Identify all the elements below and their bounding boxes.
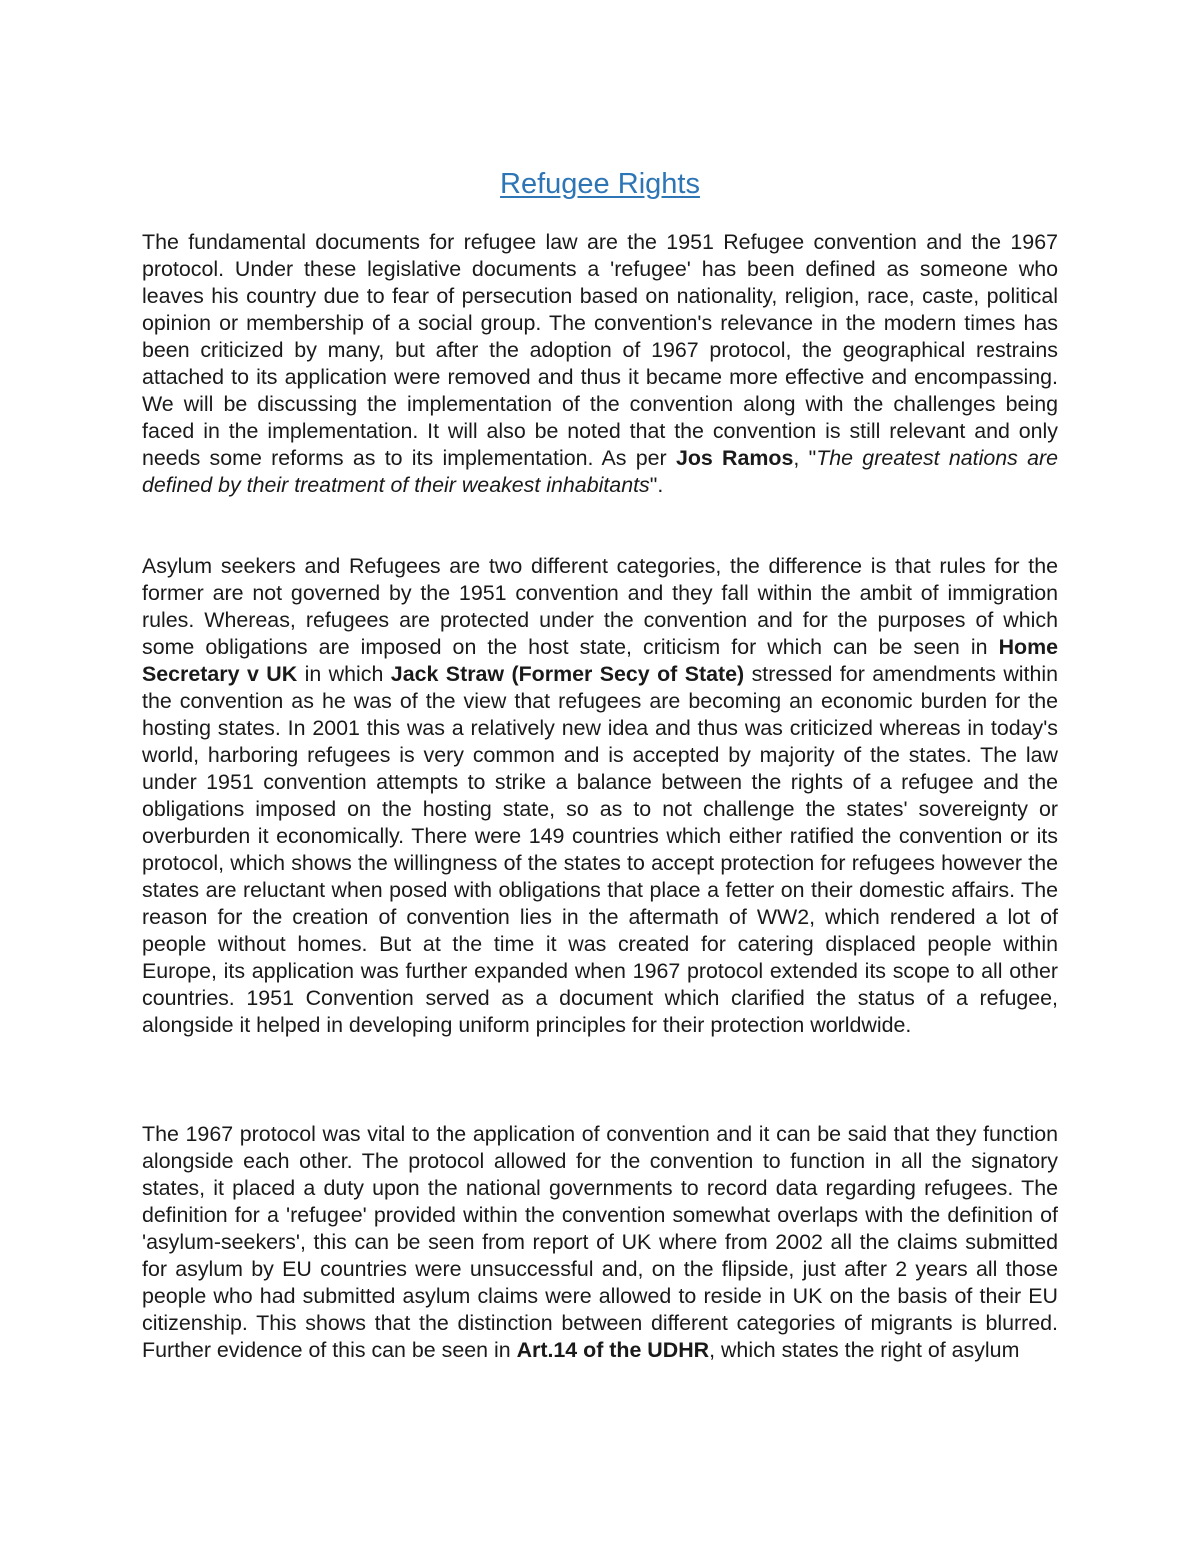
paragraph-text: , " xyxy=(793,446,817,470)
paragraph-text: in which xyxy=(297,662,391,686)
bold-name-jack-straw: Jack Straw (Former Secy of State) xyxy=(390,662,745,686)
paragraph-asylum-seekers xyxy=(142,553,1058,1039)
italic-quote: The greatest nations are defined by their treatment of their weakest inhabitants xyxy=(142,446,1059,497)
paragraph-text: Asylum seekers and Refugees are two different categories, the difference is that rules for the former are not governed by the 1951 convention and they fall within the ambit of immigration rules. Whereas, refugees are protected under the convention and for the purposes of which some obligations are imposed on the host state, criticism for which can be seen in xyxy=(142,554,1058,659)
paragraph-text: stressed for amendments within the convention as he was of the view that refugees are becoming an economic burden for the hosting states. In 2001 this was a relatively new idea and thus was criticized whereas in today's world, harboring refugees is very common and is accepted by majority of the states. The law under 1951 convention attempts to strike a balance between the rights of a refugee and the obligations imposed on the hosting state, so as to not challenge the states' sovereignty or overburden it economically. There were 149 countries which either ratified the convention or its protocol, which shows the willingness of the states to accept protection for refugees however the states are reluctant when posed with obligations that place a fetter on their domestic affairs. The reason for the creation of convention lies in the aftermath of WW2, which rendered a lot of people without homes. But at the time it was created for catering displaced people within Europe, its application was further expanded when 1967 protocol extended its scope to all other countries. 1951 Convention served as a document which clarified the status of a refugee, alongside it helped in developing uniform principles for their protection worldwide. xyxy=(142,662,1059,1037)
paragraph-text: The 1967 protocol was vital to the application of convention and it can be said that they function alongside each other. The protocol allowed for the convention to function in all the signatory states, it placed a duty upon the national governments to record data regarding refugees. The definition for a 'refugee' provided within the convention somewhat overlaps with the definition of 'asylum-seekers', this can be seen from report of UK where from 2002 all the claims submitted for asylum by EU countries were unsuccessful and, on the flipside, just after 2 years all those people who had submitted asylum claims were allowed to reside in UK on the basis of their EU citizenship. This shows that the distinction between different categories of migrants is blurred. Further evidence of this can be seen in xyxy=(142,1122,1058,1362)
paragraph-text: , which states the right of asylum xyxy=(709,1338,1020,1362)
bold-case-home-secretary: Home Secretary v UK xyxy=(142,635,1058,686)
bold-name-jos-ramos: Jos Ramos xyxy=(675,446,794,470)
paragraph-text: ". xyxy=(649,473,664,497)
bold-article-udhr: Art.14 of the UDHR xyxy=(516,1338,710,1362)
page-title: Refugee Rights xyxy=(500,168,700,200)
paragraph-1967-protocol xyxy=(142,1121,1058,1364)
paragraph-introduction xyxy=(142,229,1058,499)
paragraph-text: The fundamental documents for refugee law are the 1951 Refugee convention and the 1967 protocol. Under these legislative documents a 'refugee' has been defined as someone who leaves his country due to fear of persecution based on nationality, religion, race, caste, political opinion or membership of a social group. The convention's relevance in the modern times has been criticized by many, but after the adoption of 1967 protocol, the geographical restrains attached to its application were removed and thus it became more effective and encompassing. We will be discussing the implementation of the convention along with the challenges being faced in the implementation. It will also be noted that the convention is still relevant and only needs some reforms as to its implementation. As per xyxy=(142,230,1058,470)
